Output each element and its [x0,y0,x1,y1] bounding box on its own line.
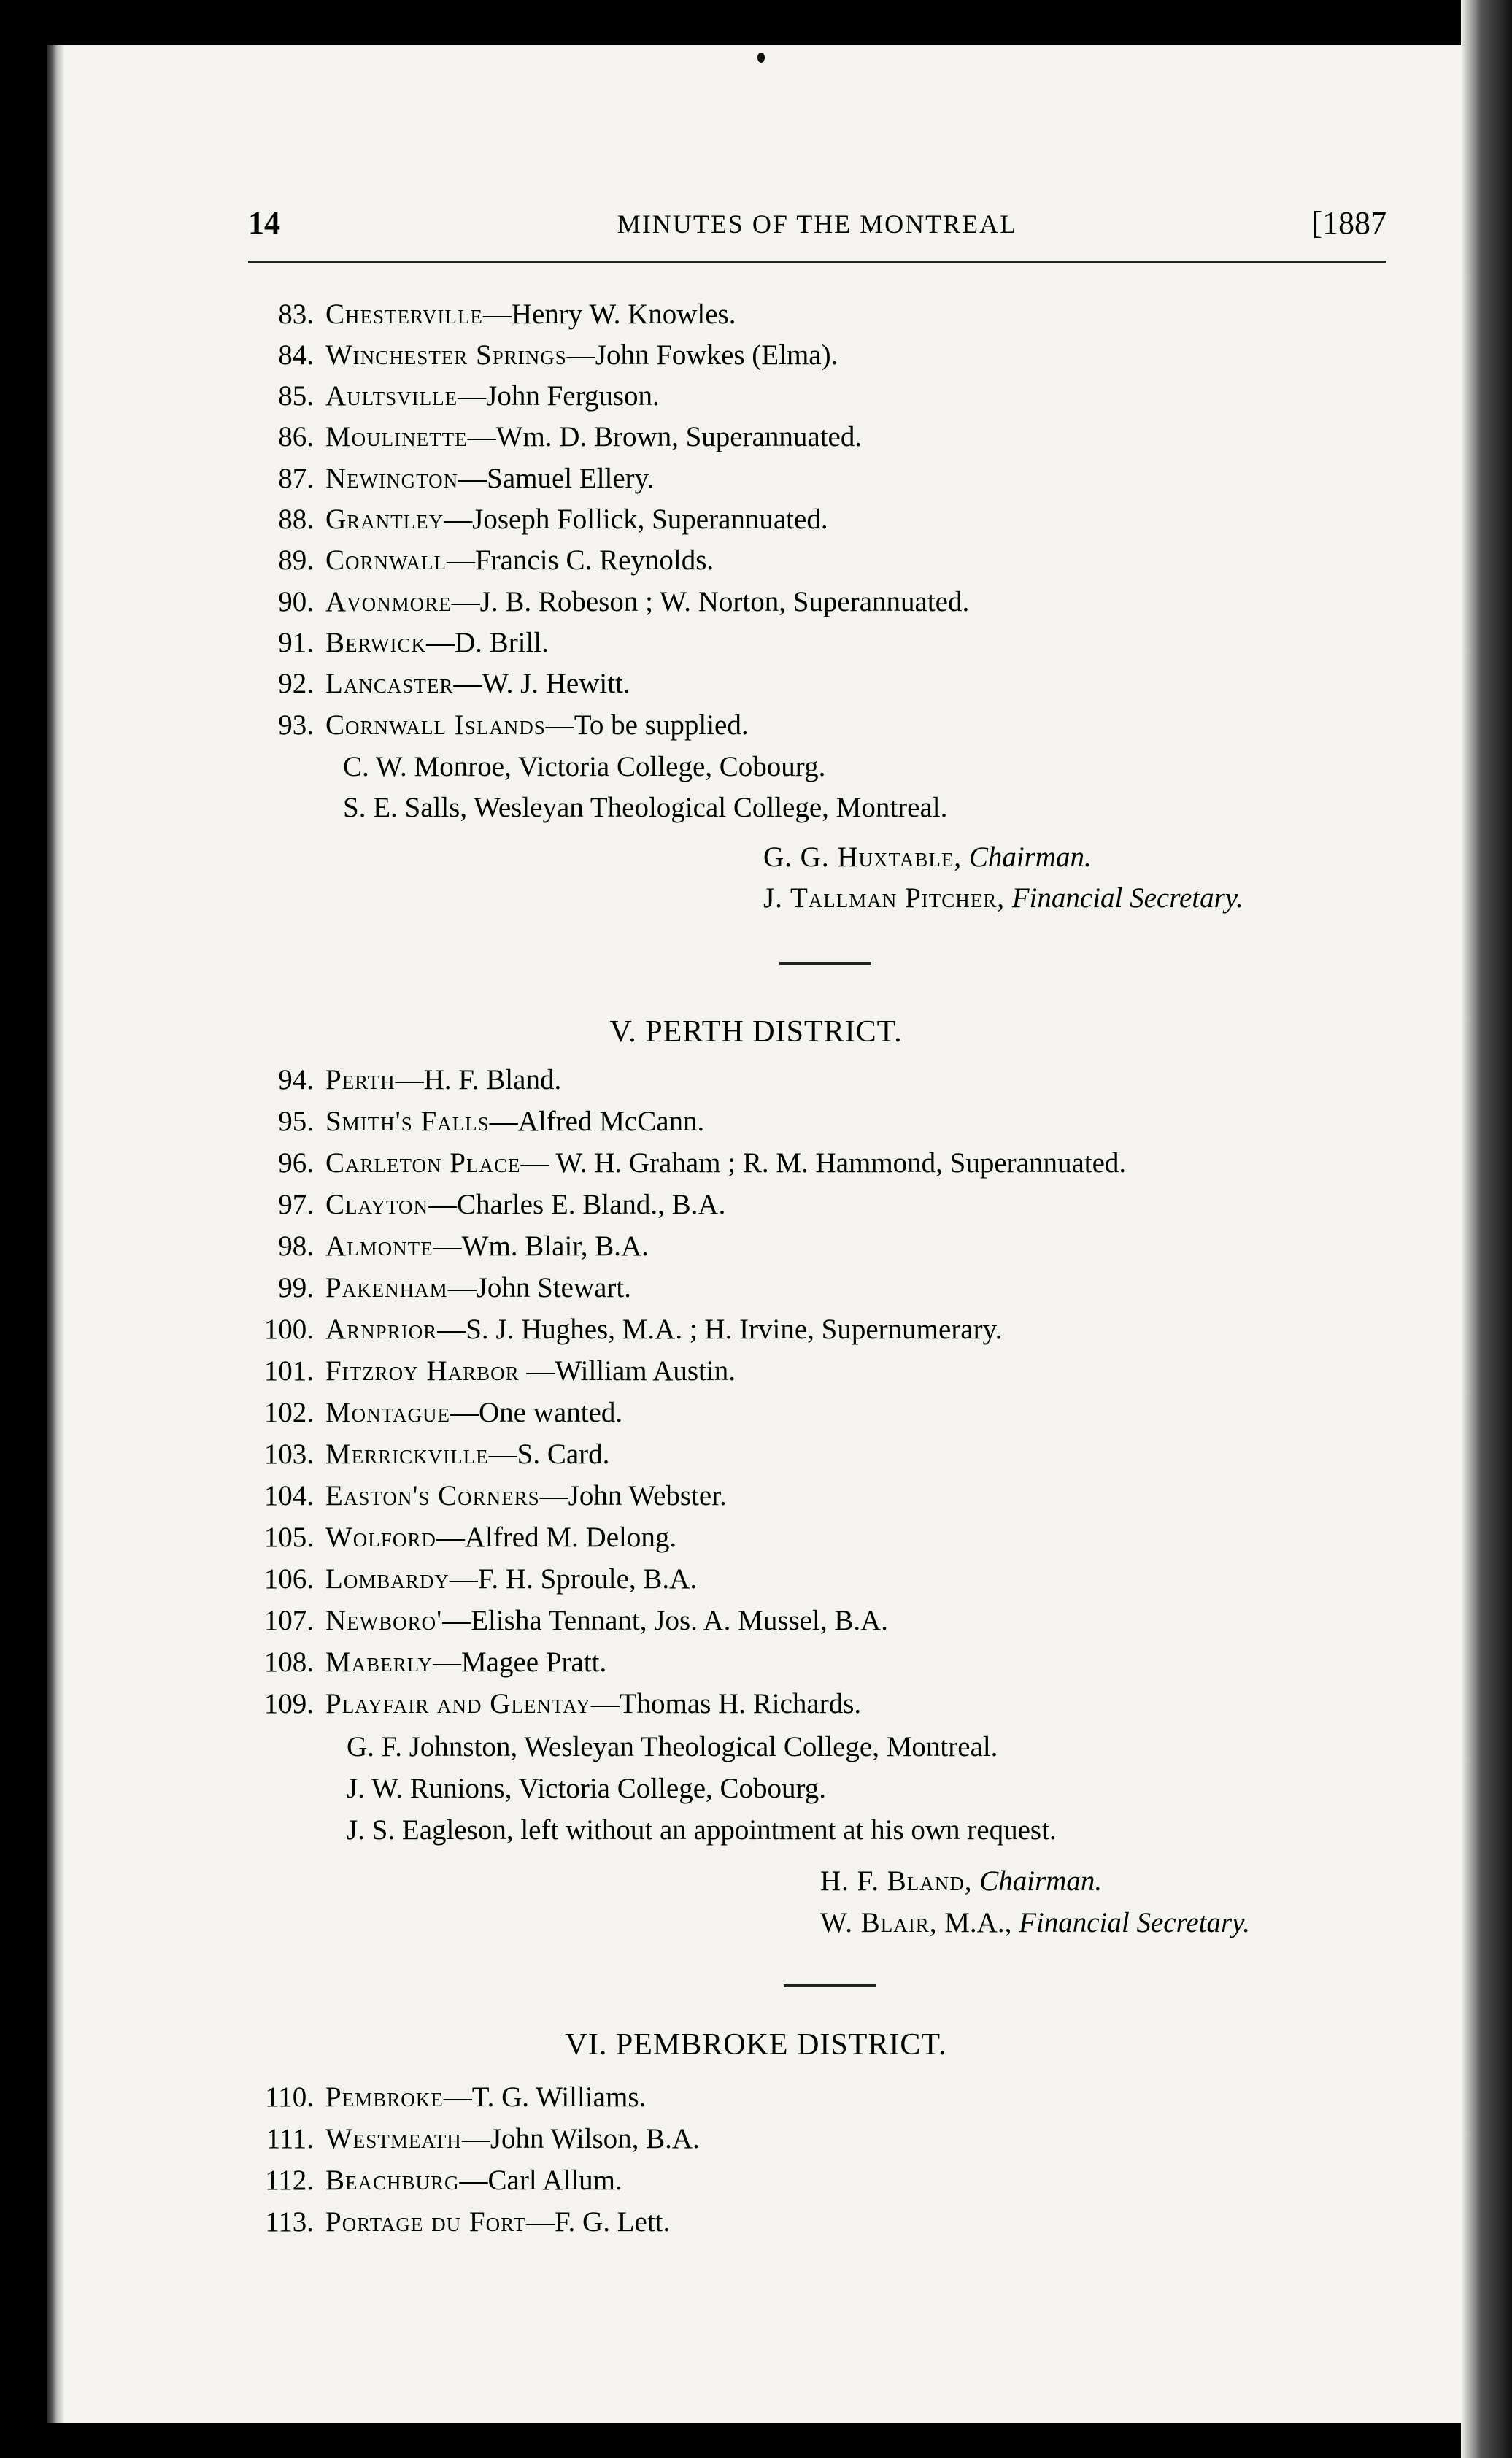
signature-chairman: G. G. Huxtable, Chairman. [763,841,1092,873]
signature-financial-secretary: J. Tallman Pitcher, Financial Secretary. [763,882,1243,914]
section-divider [779,962,871,965]
header-rule [248,261,1386,263]
running-title: MINUTES OF THE MONTREAL [617,209,1018,239]
book-binding [47,45,64,2423]
signature-financial-secretary: W. Blair, M.A., Financial Secretary. [820,1907,1251,1938]
district-heading: VI. PEMBROKE DISTRICT. [565,2028,947,2062]
page-edge-shadow [1461,0,1512,2458]
ink-dot [757,53,765,63]
note: J. S. Eagleson, left without an appointment at his own request. [347,1814,1057,1846]
district-heading: V. PERTH DISTRICT. [609,1015,903,1049]
note: G. F. Johnston, Wesleyan Theological College, Montreal. [347,1731,998,1762]
note: S. E. Salls, Wesleyan Theological College, Montreal. [343,792,948,823]
section-divider [784,1984,876,1987]
signature-chairman: H. F. Bland, Chairman. [820,1865,1103,1897]
page-header [248,204,1386,245]
year: [1887 [1311,205,1386,241]
note: J. W. Runions, Victoria College, Cobourg. [347,1773,827,1804]
page-number: 14 [248,205,280,241]
note: C. W. Monroe, Victoria College, Cobourg. [343,751,826,782]
